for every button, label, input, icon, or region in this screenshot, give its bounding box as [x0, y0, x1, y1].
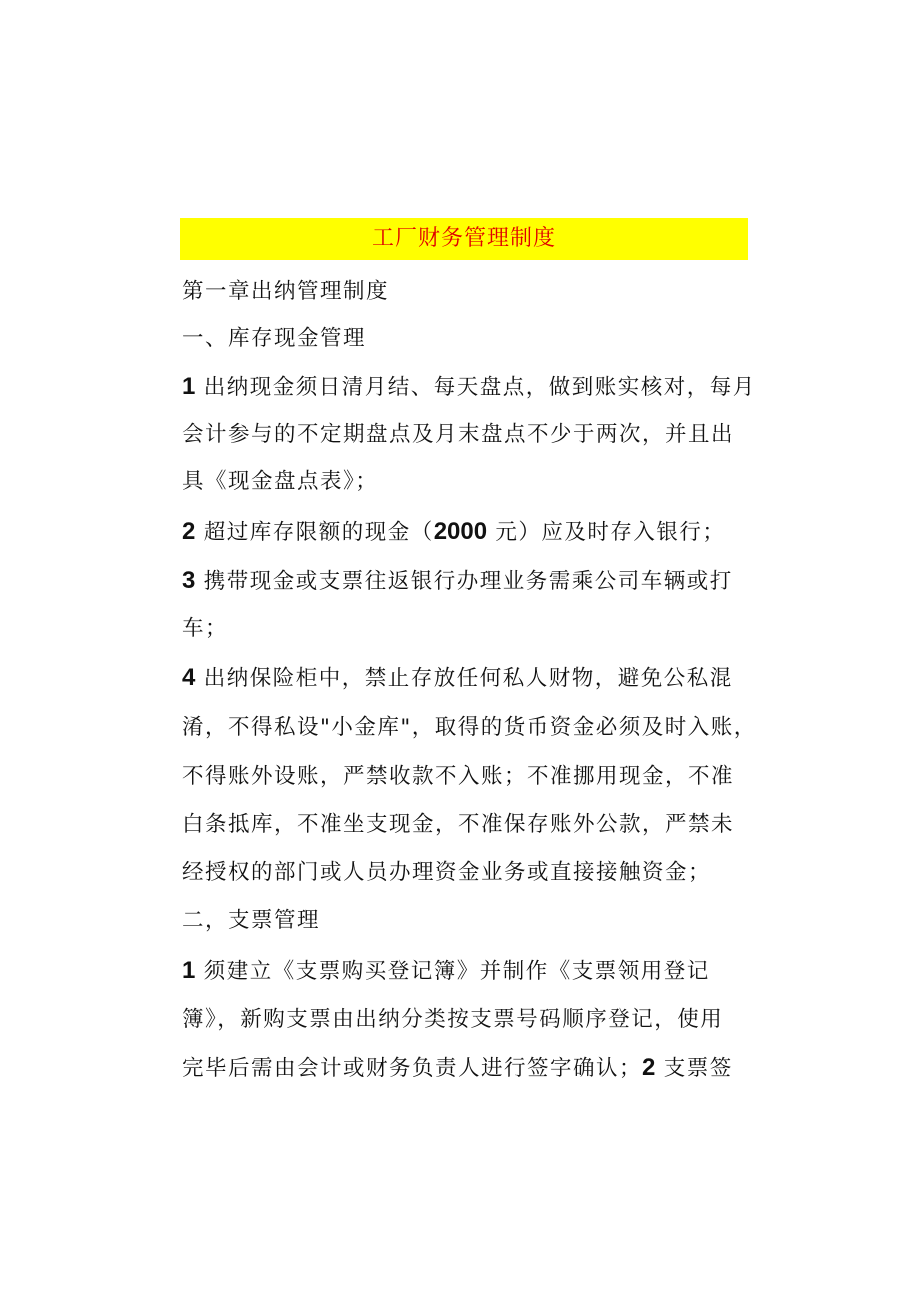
- paragraph-line: [182, 566, 752, 597]
- paragraph-line: 白条抵库，不准坐支现金，不准保存账外公款，严禁未: [182, 812, 735, 837]
- paragraph-text: 携带现金或支票往返银行办理业务需乘公司车辆或打: [195, 569, 733, 594]
- paragraph-line: [182, 956, 752, 987]
- cash-limit-amount: 2000: [433, 518, 488, 545]
- paragraph-text: 超过库存限额的现金（: [195, 520, 434, 545]
- paragraph-line: [182, 663, 752, 694]
- paragraph-text: 支票签: [655, 1056, 733, 1081]
- item-number: 3: [182, 567, 196, 594]
- paragraph-line: 会计参与的不定期盘点及月末盘点不少于两次，并且出: [182, 422, 735, 447]
- document-title: 工厂财务管理制度: [371, 226, 556, 251]
- paragraph-text: 出纳现金须日清月结、每天盘点，做到账实核对，每月: [195, 375, 756, 400]
- item-number: 2: [182, 518, 196, 545]
- section-heading-checks: 二，支票管理: [182, 908, 321, 933]
- item-number: 2: [642, 1054, 656, 1081]
- section-heading-cash: 一、库存现金管理: [182, 326, 367, 351]
- paragraph-line: 具《现金盘点表》；: [182, 469, 379, 494]
- paragraph-text: 完毕后需由会计或财务负责人进行签字确认；: [182, 1056, 643, 1081]
- chapter-heading: 第一章出纳管理制度: [182, 279, 390, 304]
- title-banner: [180, 218, 748, 260]
- paragraph-line: [182, 1053, 752, 1084]
- paragraph-line: [182, 372, 756, 403]
- paragraph-line: 不得账外设账，严禁收款不入账；不准挪用现金，不准: [182, 764, 735, 789]
- item-number: 1: [182, 957, 196, 984]
- paragraph-text: 出纳保险柜中，禁止存放任何私人财物，避免公私混: [195, 666, 733, 691]
- paragraph-line: [182, 517, 752, 548]
- item-number: 1: [182, 373, 196, 400]
- paragraph-line: 淆，不得私设"小金库"，取得的货币资金必须及时入账，: [182, 715, 757, 740]
- paragraph-text: 须建立《支票购买登记簿》并制作《支票领用登记: [195, 959, 710, 984]
- paragraph-text: 元）应及时存入银行；: [487, 520, 726, 545]
- paragraph-line: 簿》，新购支票由出纳分类按支票号码顺序登记，使用: [182, 1007, 724, 1032]
- item-number: 4: [182, 664, 196, 691]
- paragraph-line: 车；: [182, 616, 229, 641]
- paragraph-line: 经授权的部门或人员办理资金业务或直接接触资金；: [182, 860, 712, 885]
